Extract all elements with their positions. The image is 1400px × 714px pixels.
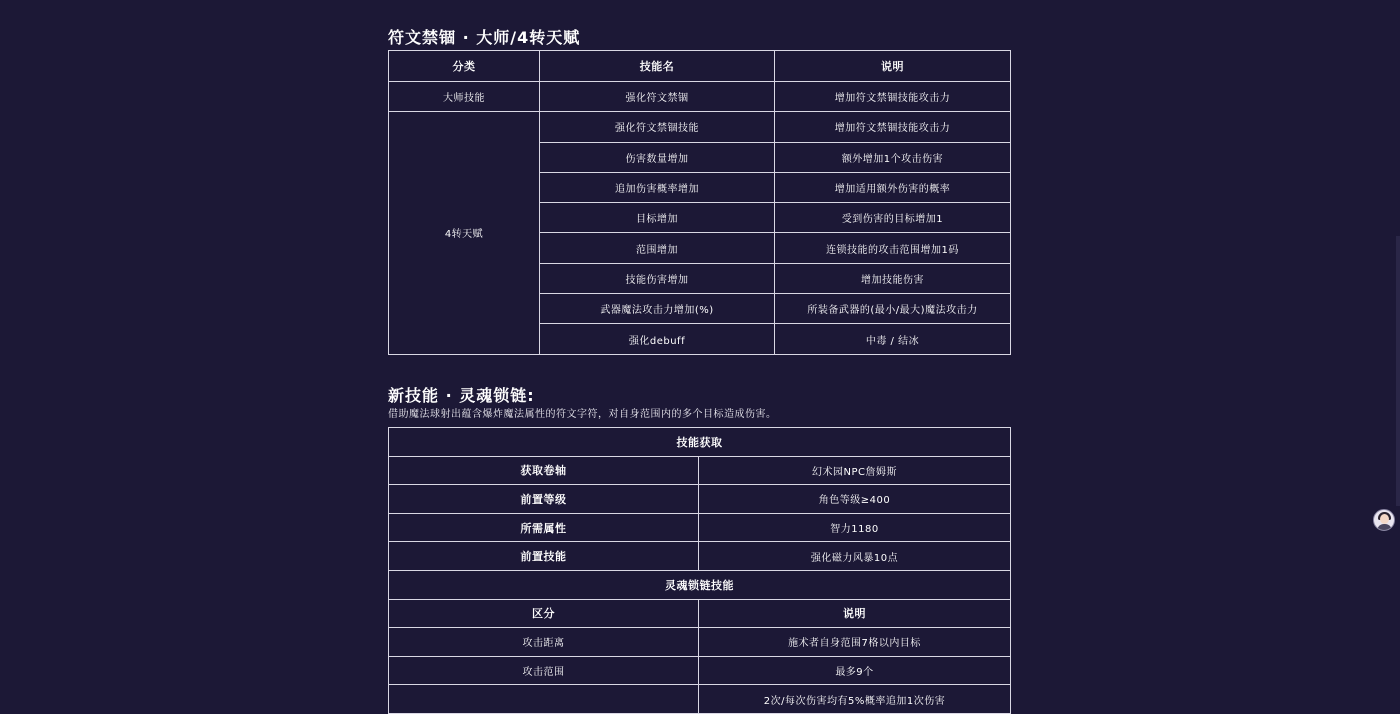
table-row (389, 513, 1011, 542)
section-title-soul-chain: 新技能 · 灵魂锁链: (388, 386, 535, 405)
skill-desc: 增加符文禁锢技能攻击力 (775, 82, 1011, 112)
skill-desc: 连锁技能的攻击范围增加1码 (775, 233, 1011, 263)
skill-label: 攻击距离 (389, 628, 699, 657)
avatar-face (1380, 514, 1389, 524)
table-row (389, 428, 1011, 457)
skill-desc: 受到伤害的目标增加1 (775, 203, 1011, 233)
skill-name: 强化符文禁锢 (540, 82, 775, 112)
skill-desc: 所装备武器的(最小/最大)魔法攻击力 (775, 294, 1011, 324)
skill-label: 攻击范围 (389, 656, 699, 685)
acquire-label: 所需属性 (389, 513, 699, 542)
acquire-header: 技能获取 (389, 428, 1011, 457)
skill-label (389, 685, 699, 714)
table-row (389, 570, 1011, 599)
acquire-label: 前置技能 (389, 542, 699, 571)
acquire-label: 前置等级 (389, 485, 699, 514)
table-row (389, 485, 1011, 514)
skill-desc: 增加适用额外伤害的概率 (775, 172, 1011, 202)
skill-col-desc: 说明 (699, 599, 1011, 628)
table-header-row (389, 51, 1011, 82)
skill-desc: 中毒 / 结冰 (775, 324, 1011, 354)
header-category: 分类 (389, 51, 540, 82)
table-row (389, 656, 1011, 685)
acquire-value: 智力1180 (699, 513, 1011, 542)
header-skill-name: 技能名 (540, 51, 775, 82)
section-description: 借助魔法球射出蕴含爆炸魔法属性的符文字符，对自身范围内的多个目标造成伤害。 (388, 409, 777, 420)
skill-name: 强化符文禁锢技能 (540, 112, 775, 142)
table-row (389, 628, 1011, 657)
avatar-body (1377, 524, 1392, 531)
table-row (389, 542, 1011, 571)
skill-name: 追加伤害概率增加 (540, 172, 775, 202)
acquire-label: 获取卷轴 (389, 456, 699, 485)
scrollbar[interactable] (1396, 236, 1400, 506)
skill-value: 施术者自身范围7格以内目标 (699, 628, 1011, 657)
skill-name: 伤害数量增加 (540, 142, 775, 172)
skill-col-label: 区分 (389, 599, 699, 628)
skill-desc: 额外增加1个攻击伤害 (775, 142, 1011, 172)
section-title-rune-bind: 符文禁锢 · 大师/4转天赋 (388, 28, 581, 47)
skill-name: 目标增加 (540, 203, 775, 233)
table-row (389, 82, 1011, 112)
skill-name: 范围增加 (540, 233, 775, 263)
acquire-value: 幻术园NPC詹姆斯 (699, 456, 1011, 485)
table-row (389, 685, 1011, 714)
header-description: 说明 (775, 51, 1011, 82)
soul-chain-table (388, 427, 1011, 714)
skill-value: 最多9个 (699, 656, 1011, 685)
skill-name: 强化debuff (540, 324, 775, 354)
acquire-value: 角色等级≥400 (699, 485, 1011, 514)
skill-desc: 增加符文禁锢技能攻击力 (775, 112, 1011, 142)
table-row (389, 599, 1011, 628)
table-row (389, 112, 1011, 142)
skill-header: 灵魂锁链技能 (389, 570, 1011, 599)
rune-bind-talent-table (388, 50, 1011, 355)
avatar-icon[interactable] (1373, 509, 1395, 531)
table-row (389, 456, 1011, 485)
skill-value: 2次/每次伤害均有5%概率追加1次伤害 (699, 685, 1011, 714)
skill-name: 武器魔法攻击力增加(%) (540, 294, 775, 324)
skill-desc: 增加技能伤害 (775, 263, 1011, 293)
category-master: 大师技能 (389, 82, 540, 112)
skill-name: 技能伤害增加 (540, 263, 775, 293)
acquire-value: 强化磁力风暴10点 (699, 542, 1011, 571)
category-talent: 4转天赋 (389, 112, 540, 354)
